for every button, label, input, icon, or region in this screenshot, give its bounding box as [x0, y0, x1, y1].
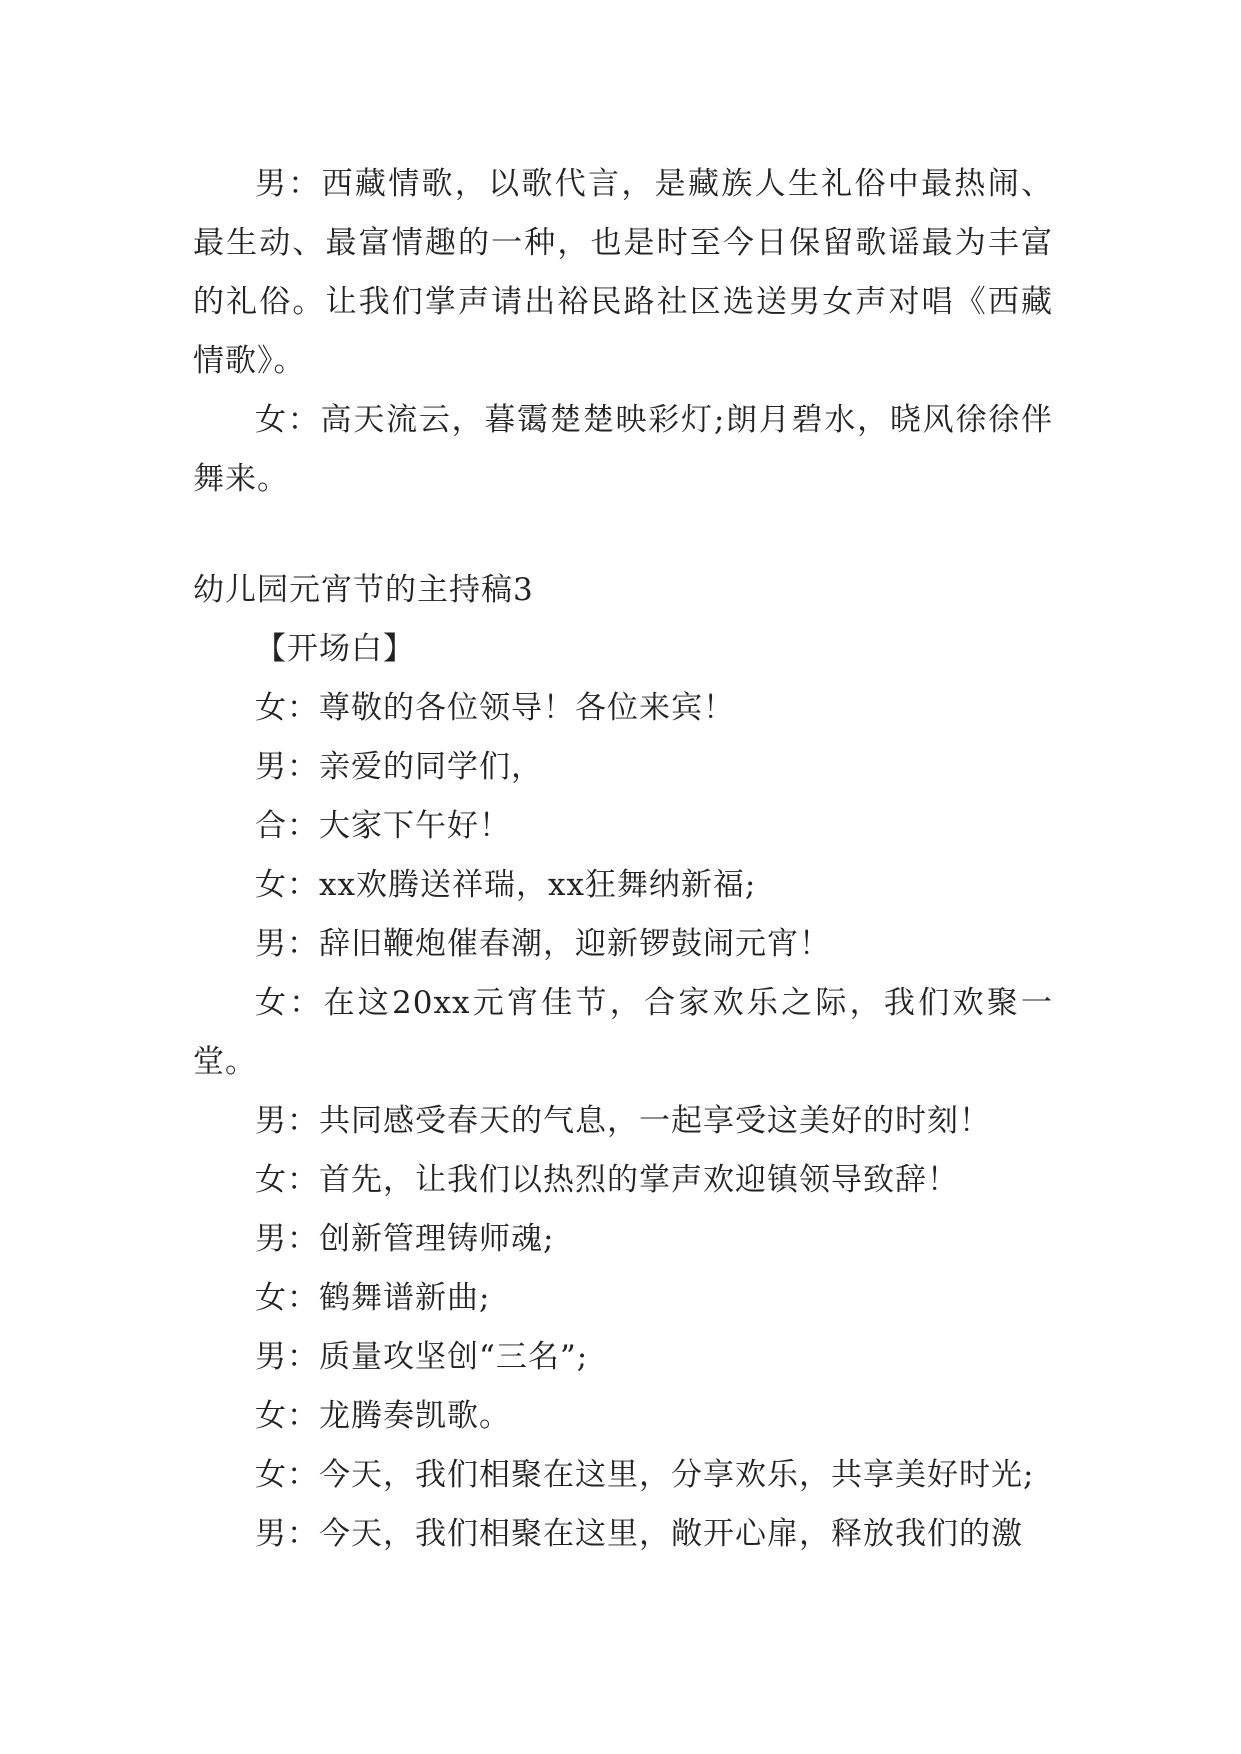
paragraph: 男：创新管理铸师魂; [255, 1221, 555, 1257]
paragraph: 男：亲爱的同学们， [255, 749, 543, 785]
paragraph: 【开场白】 [255, 631, 415, 667]
section-title: 幼儿园元宵节的主持稿3 [193, 572, 534, 608]
paragraph: 女：鹤舞谱新曲; [255, 1280, 491, 1316]
paragraph: 女：高天流云，暮霭楚楚映彩灯;朗月碧水，晓风徐徐伴舞来。 [193, 402, 1053, 497]
paragraph: 男：西藏情歌，以歌代言，是藏族人生礼俗中最热闹、最生动、最富情趣的一种，也是时至今日保留歌谣最为丰富的礼俗。让我们掌声请出裕民路社区选送男女声对唱《西藏情歌》。 [193, 166, 1053, 379]
paragraph: 女：xx欢腾送祥瑞，xx狂舞纳新福; [255, 867, 757, 903]
paragraph: 合：大家下午好！ [255, 808, 511, 844]
paragraph: 男：共同感受春天的气息，一起享受这美好的时刻！ [255, 1103, 991, 1139]
paragraph: 男：质量攻坚创“三名”; [255, 1339, 589, 1375]
section-2-text [193, 561, 1053, 1564]
paragraph: 女：龙腾奏凯歌。 [255, 1398, 511, 1434]
paragraph: 女：在这20xx元宵佳节，合家欢乐之际，我们欢聚一堂。 [193, 985, 1053, 1080]
section-1-text [193, 155, 1053, 509]
paragraph: 女：尊敬的各位领导！各位来宾！ [255, 690, 735, 726]
paragraph: 男：今天，我们相聚在这里，敞开心扉，释放我们的激 [255, 1516, 1023, 1552]
paragraph: 男：辞旧鞭炮催春潮，迎新锣鼓闹元宵！ [255, 926, 831, 962]
paragraph: 女：首先，让我们以热烈的掌声欢迎镇领导致辞！ [255, 1162, 959, 1198]
paragraph: 女：今天，我们相聚在这里，分享欢乐，共享美好时光; [255, 1457, 1035, 1493]
